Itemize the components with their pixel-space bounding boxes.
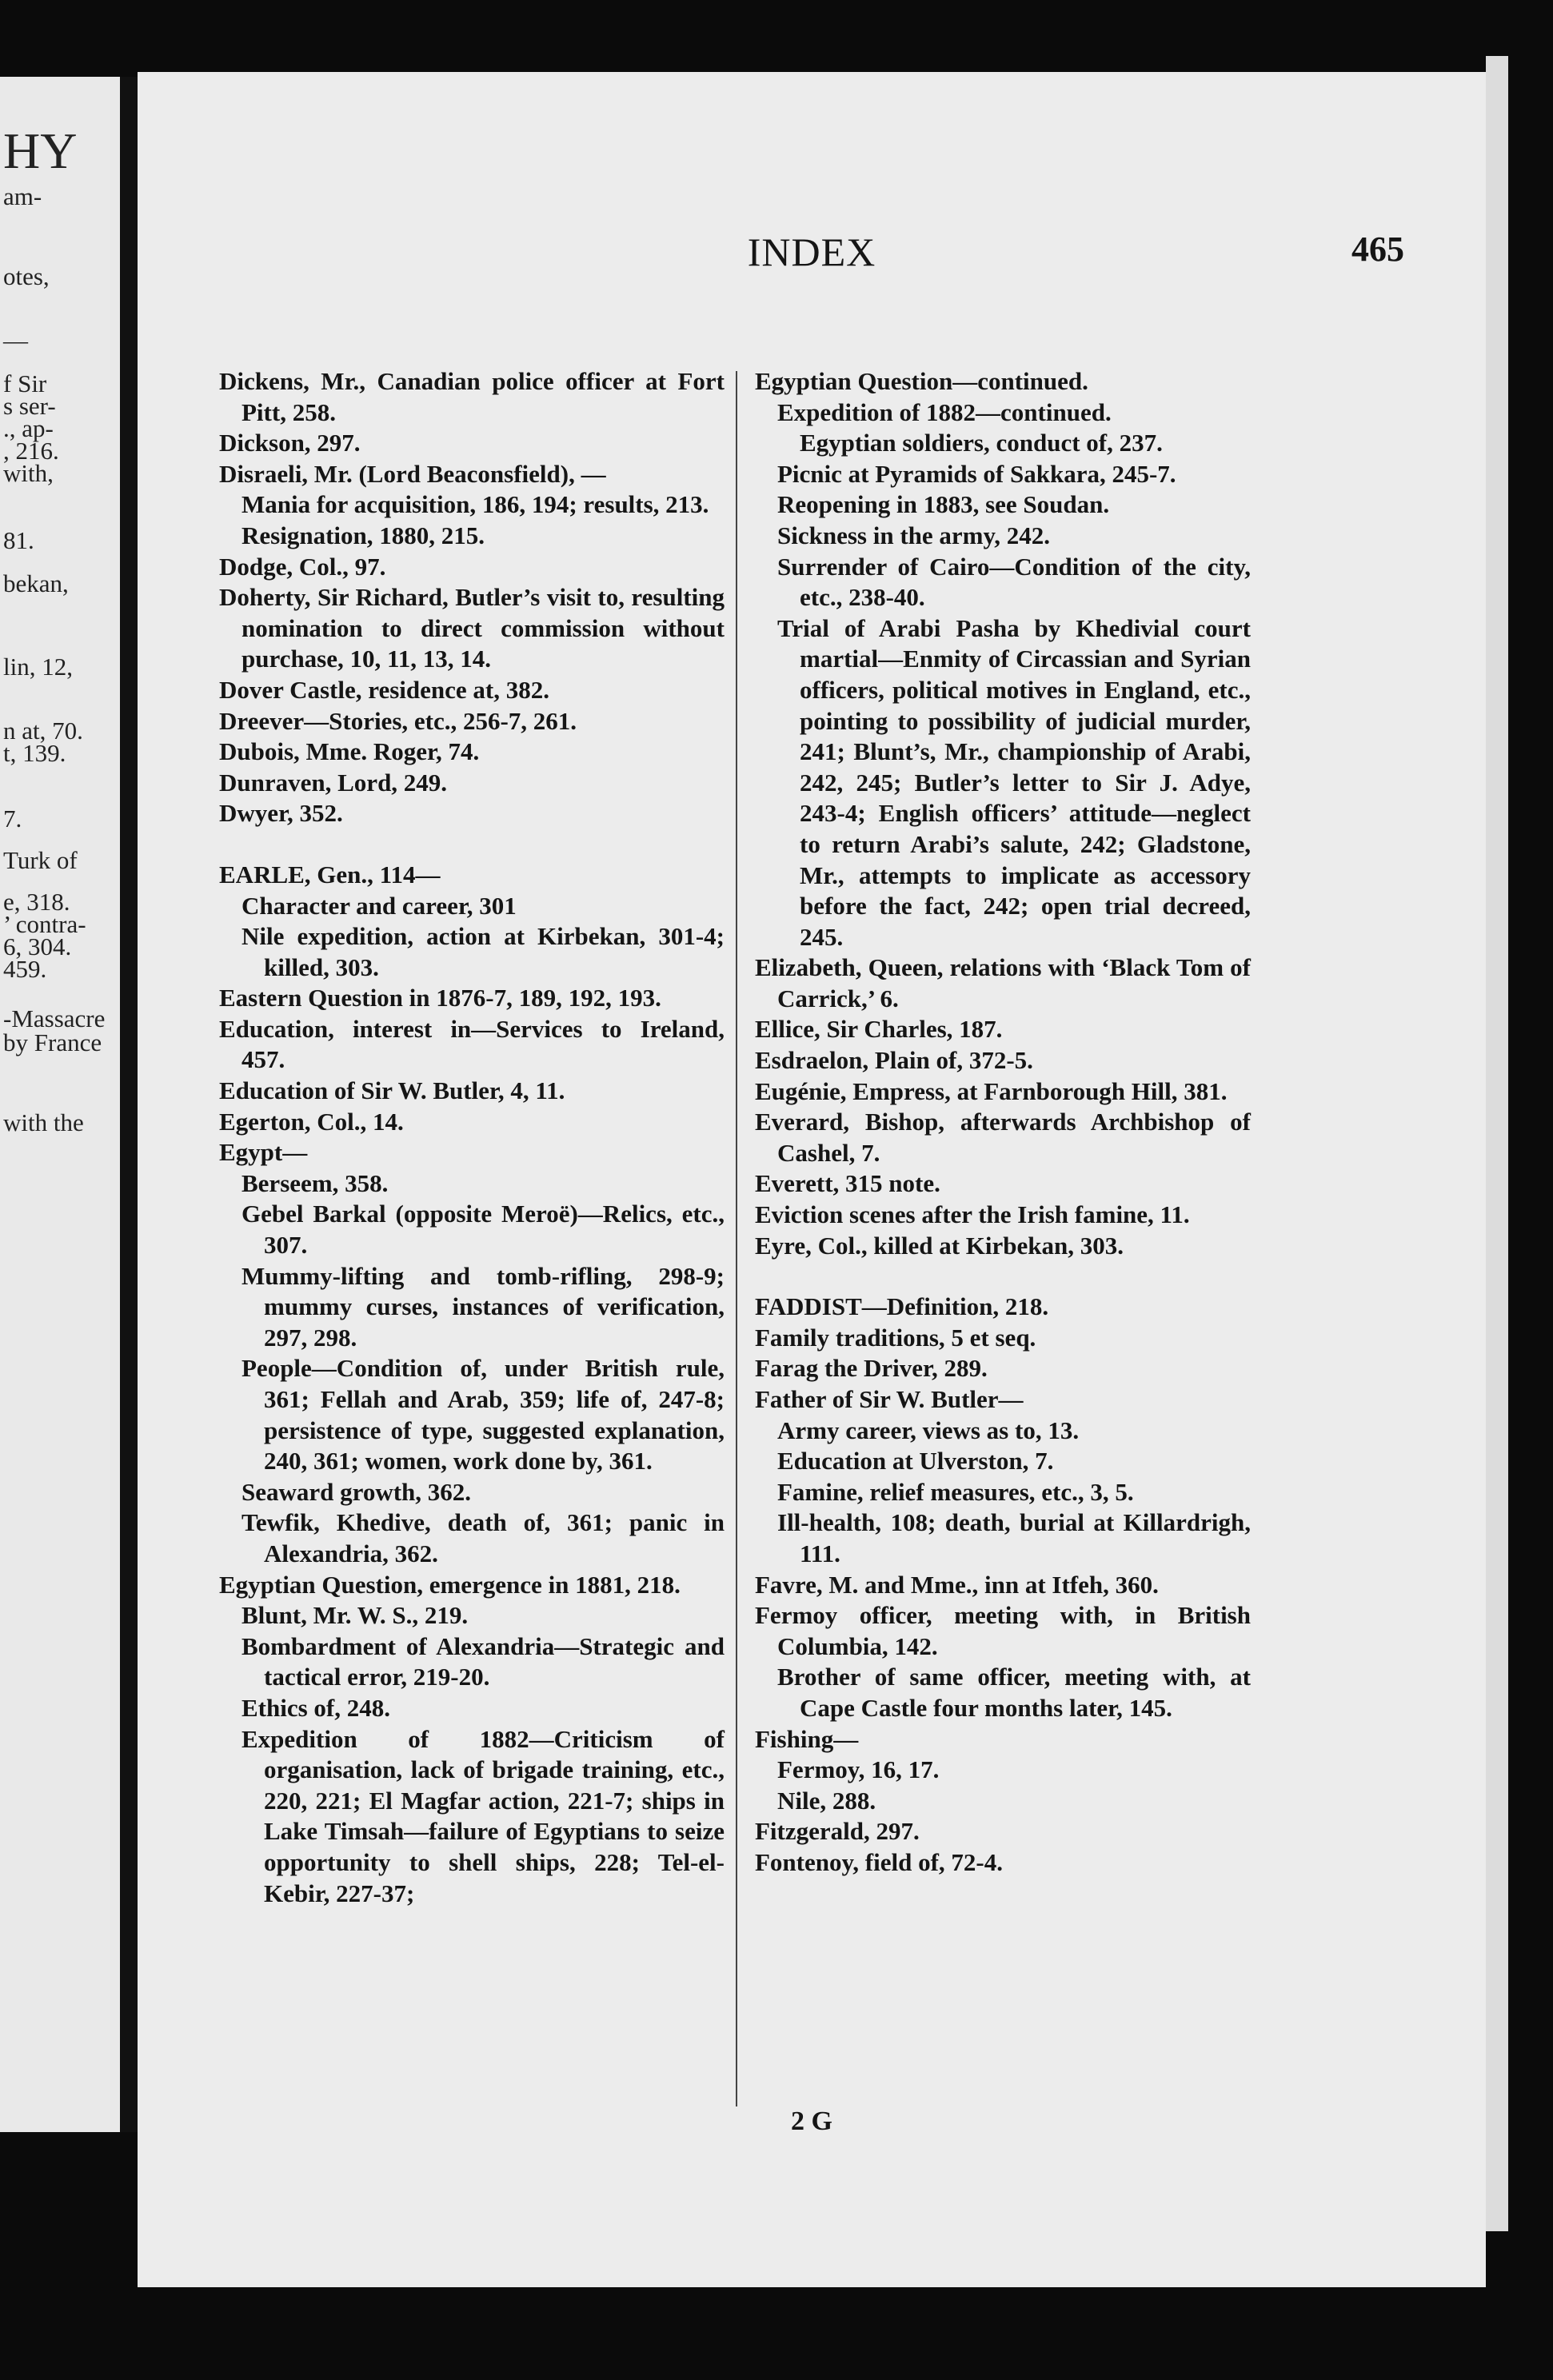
page-number: 465	[1351, 230, 1404, 269]
index-entry: Brother of same officer, meeting with, at Cape Castle four months later, 145.	[777, 1663, 1251, 1722]
index-entry: Picnic at Pyramids of Sakkara, 245-7.	[777, 459, 1176, 488]
previous-page-fragment: bekan,	[3, 569, 69, 597]
previous-page-fragment: 6, 304.	[3, 932, 72, 960]
index-entry: EARLE, Gen., 114—	[219, 860, 441, 889]
index-entry: People—Condition of, under British rule, 361; Fellah and Arab, 359; life of, 247-8; persistence of type, suggested explanation, 240, 361; women, work done by, 361.	[242, 1354, 725, 1476]
previous-page-fragment: ., ap-	[3, 414, 54, 442]
previous-page-fragment: HY	[3, 122, 78, 179]
previous-page-fragment: t, 139.	[3, 739, 66, 767]
index-entry: Fishing—	[755, 1724, 859, 1753]
index-entry: Fermoy officer, meeting with, in British Columbia, 142.	[755, 1601, 1251, 1660]
index-entry: Expedition of 1882—Criticism of organisation, lack of brigade training, etc., 220, 221; El Magfar action, 221-7; ships in Lake Timsah—failure of Egyptians to seize opportunity to shell ships, 228; Tel-el-Kebir, 227-37;	[242, 1724, 725, 1907]
previous-page-fragment: ’ contra-	[3, 910, 86, 938]
index-entry: Ill-health, 108; death, burial at Killardrigh, 111.	[777, 1508, 1251, 1567]
book-gutter	[120, 77, 138, 2132]
previous-page-fragment: 459.	[3, 955, 47, 983]
index-entry: Father of Sir W. Butler—	[755, 1385, 1024, 1413]
index-entry: Dover Castle, residence at, 382.	[219, 675, 549, 704]
index-column-right	[755, 366, 1251, 1879]
index-entry: Fontenoy, field of, 72-4.	[755, 1847, 1003, 1876]
previous-page-fragment: n at, 70.	[3, 717, 83, 745]
index-entry: Everard, Bishop, afterwards Archbishop of Cashel, 7.	[755, 1108, 1251, 1167]
index-entry: Character and career, 301	[242, 891, 517, 920]
index-entry: FADDIST—Definition, 218.	[755, 1292, 1049, 1321]
previous-page-fragment: 7.	[3, 805, 22, 833]
index-entry: Mummy-lifting and tomb-rifling, 298-9; mummy curses, instances of verification, 297, 298.	[242, 1261, 725, 1352]
index-entry: Dreever—Stories, etc., 256-7, 261.	[219, 706, 577, 735]
index-entry: Esdraelon, Plain of, 372-5.	[755, 1046, 1033, 1075]
previous-page-fragment: -Massacre	[3, 1004, 106, 1032]
index-entry: Dubois, Mme. Roger, 74.	[219, 737, 480, 766]
previous-page-fragment: Turk of	[3, 846, 78, 874]
index-entry: Ellice, Sir Charles, 187.	[755, 1015, 1003, 1044]
previous-page-fragment: f Sir	[3, 369, 47, 397]
index-entry: Egerton, Col., 14.	[219, 1107, 404, 1136]
signature-mark: 2 G	[791, 2106, 832, 2136]
index-entry: Education, interest in—Services to Ireland, 457.	[219, 1014, 725, 1074]
index-entry: Bombardment of Alexandria—Strategic and tactical error, 219-20.	[242, 1631, 725, 1691]
index-entry: Farag the Driver, 289.	[755, 1354, 988, 1383]
index-entry: Egypt—	[219, 1138, 308, 1167]
index-entry: Elizabeth, Queen, relations with ‘Black Tom of Carrick,’ 6.	[755, 953, 1251, 1012]
index-entry: Surrender of Cairo—Condition of the city, etc., 238-40.	[777, 552, 1251, 612]
page-title: INDEX	[747, 230, 876, 274]
index-entry: Disraeli, Mr. (Lord Beaconsfield), —	[219, 459, 606, 488]
index-entry: Mania for acquisition, 186, 194; results, 213.	[242, 490, 709, 519]
running-header	[138, 229, 1486, 277]
index-entry: Eastern Question in 1876-7, 189, 192, 193.	[219, 984, 661, 1012]
column-divider	[736, 371, 737, 2106]
previous-page-fragment: s ser-	[3, 392, 56, 420]
index-entry: Berseem, 358.	[242, 1168, 389, 1197]
index-entry: Egyptian Question, emergence in 1881, 218.	[219, 1570, 681, 1599]
index-entry: Famine, relief measures, etc., 3, 5.	[777, 1477, 1134, 1506]
index-entry: Reopening in 1883, see Soudan.	[777, 490, 1110, 519]
previous-page-fragment: —	[3, 326, 28, 354]
index-entry: Favre, M. and Mme., inn at Itfeh, 360.	[755, 1570, 1159, 1599]
index-entry: Education of Sir W. Butler, 4, 11.	[219, 1076, 565, 1105]
previous-page-fragment: with the	[3, 1108, 84, 1136]
previous-page-edge	[0, 77, 120, 2132]
index-entry: Egyptian soldiers, conduct of, 237.	[800, 429, 1163, 457]
index-entry: Gebel Barkal (opposite Meroë)—Relics, etc., 307.	[242, 1200, 725, 1260]
index-entry: Fermoy, 16, 17.	[777, 1755, 940, 1784]
index-entry: Eyre, Col., killed at Kirbekan, 303.	[755, 1231, 1124, 1260]
previous-page-fragment: , 216.	[3, 437, 59, 465]
index-entry: Eugénie, Empress, at Farnborough Hill, 381.	[755, 1076, 1228, 1105]
previous-page-fragment: by France	[3, 1028, 102, 1056]
previous-page-fragment: e, 318.	[3, 888, 70, 916]
index-column-left	[219, 366, 725, 1909]
index-entry: Resignation, 1880, 215.	[242, 521, 485, 549]
index-entry: Everett, 315 note.	[755, 1169, 940, 1198]
index-entry: Tewfik, Khedive, death of, 361; panic in Alexandria, 362.	[242, 1508, 725, 1567]
index-entry: Nile expedition, action at Kirbekan, 301-4; killed, 303.	[242, 922, 725, 981]
index-entry: Family traditions, 5 et seq.	[755, 1323, 1036, 1352]
index-entry: Dunraven, Lord, 249.	[219, 768, 448, 797]
index-entry: Trial of Arabi Pasha by Khedivial court martial—Enmity of Circassian and Syrian officers, political motives in England, etc., pointing to possibility of judicial murder, 241; Blunt’s, Mr., championship of Arabi, 242, 245; Butler’s letter to Sir J. Adye, 243-4; English officers’ attitude—neglect to return Arabi’s salute, 242; Gladstone, Mr., attempts to implicate as accessory before the fact, 242; open trial decreed, 245.	[777, 613, 1251, 951]
index-entry: Education at Ulverston, 7.	[777, 1447, 1054, 1476]
page-edge	[1486, 56, 1508, 2231]
index-entry: Dickens, Mr., Canadian police officer at Fort Pitt, 258.	[219, 367, 725, 426]
index-entry: Fitzgerald, 297.	[755, 1817, 920, 1846]
index-entry: Dickson, 297.	[219, 429, 361, 457]
index-entry: Expedition of 1882—continued.	[777, 397, 1112, 426]
index-entry: Egyptian Question—continued.	[755, 367, 1088, 395]
index-entry: Blunt, Mr. W. S., 219.	[242, 1601, 469, 1630]
previous-page-fragment: lin, 12,	[3, 653, 73, 681]
index-entry: Ethics of, 248.	[242, 1693, 390, 1722]
previous-page-fragment: 81.	[3, 526, 34, 554]
index-entry: Dwyer, 352.	[219, 799, 343, 828]
index-entry: Army career, views as to, 13.	[777, 1416, 1080, 1444]
index-entry: Seaward growth, 362.	[242, 1477, 472, 1506]
index-entry: Eviction scenes after the Irish famine, 11.	[755, 1200, 1190, 1229]
index-entry: Nile, 288.	[777, 1786, 876, 1815]
previous-page-fragment: otes,	[3, 262, 50, 290]
index-entry: Dodge, Col., 97.	[219, 552, 386, 581]
previous-page-fragment: with,	[3, 459, 54, 487]
index-page	[138, 72, 1486, 2287]
previous-page-fragment: am-	[3, 182, 42, 210]
index-entry: Doherty, Sir Richard, Butler’s visit to, resulting nomination to direct commission without purchase, 10, 11, 13, 14.	[219, 583, 725, 673]
index-entry: Sickness in the army, 242.	[777, 521, 1051, 549]
